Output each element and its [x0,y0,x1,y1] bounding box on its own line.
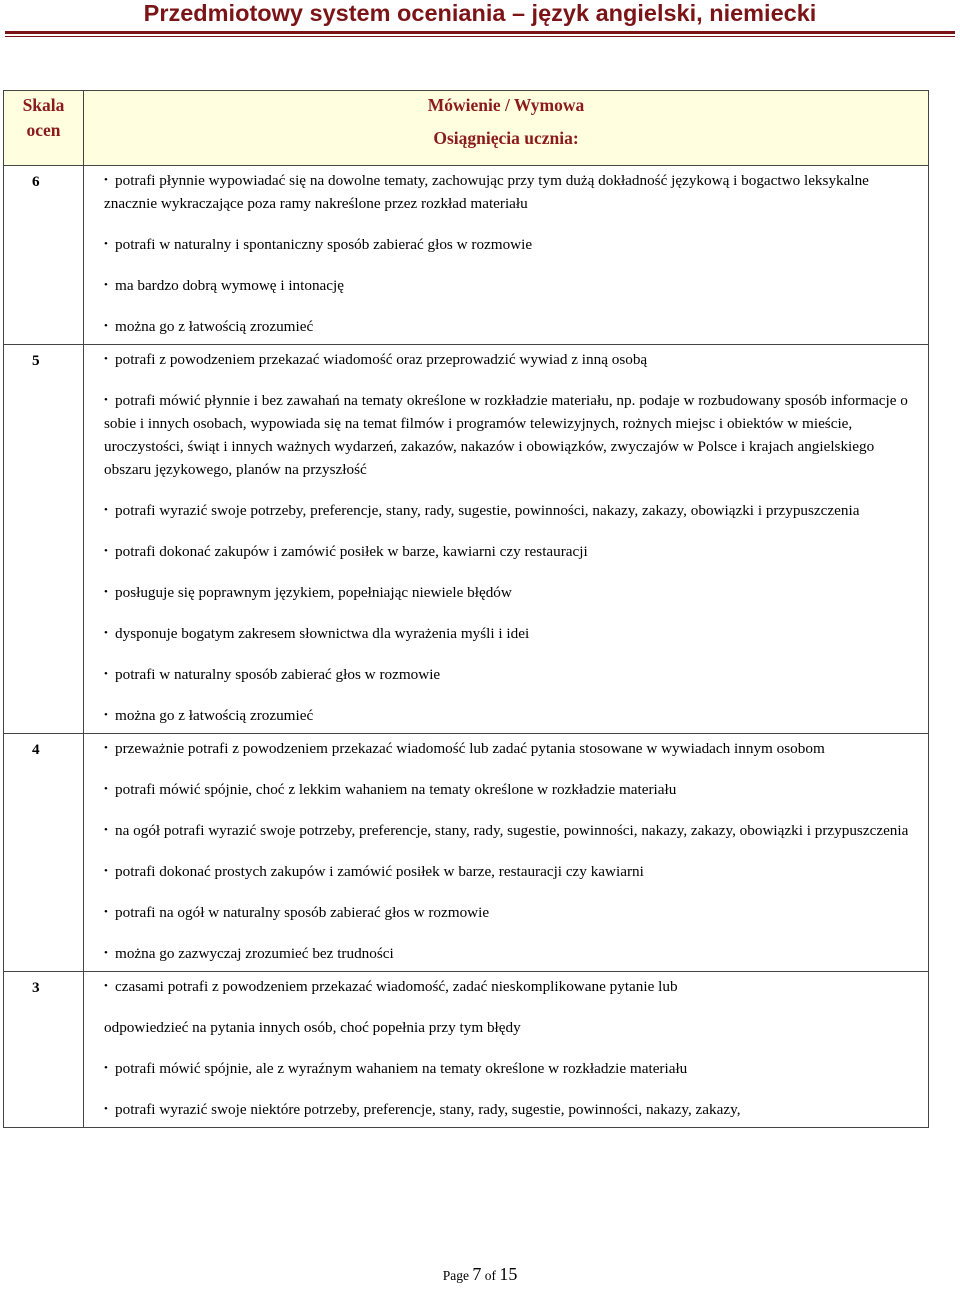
criteria-item [104,704,924,727]
criteria-text: odpowiedzieć na pytania innych osób, choć popełnia przy tym błędy [104,1019,521,1036]
table-header-row [4,91,929,166]
criteria-text: potrafi dokonać prostych zakupów i zamówić posiłek w barze, restauracji czy kawiarni [115,863,644,880]
section-subtitle: Osiągnięcia ucznia: [433,128,579,148]
criteria-text: potrafi wyrazić swoje niektóre potrzeby, preferencje, stany, rady, sugestie, powinności, nakazy, zakazy, [115,1101,741,1118]
document-header [0,0,960,40]
table-row [4,345,929,734]
table-row [4,166,929,345]
bullet-icon: • [104,906,108,918]
section-title: Mówienie / Wymowa [427,95,585,115]
criteria-text: czasami potrafi z powodzeniem przekazać wiadomość, zadać nieskomplikowane pytanie lub [115,978,678,995]
document-title: Przedmiotowy system oceniania – język angielski, niemiecki [143,0,817,26]
criteria-item [104,901,924,924]
criteria-list [104,169,924,338]
criteria-text: potrafi na ogół w naturalny sposób zabierać głos w rozmowie [115,904,490,921]
criteria-text: potrafi z powodzeniem przekazać wiadomość oraz przeprowadzić wywiad z inną osobą [115,351,648,368]
bullet-icon: • [104,545,108,557]
criteria-item [104,1098,924,1121]
bullet-icon: • [104,668,108,680]
criteria-item [104,169,924,215]
criteria-text: potrafi w naturalny sposób zabierać głos w rozmowie [115,666,441,683]
criteria-text: posługuje się poprawnym językiem, popełniając niewiele błędów [115,584,512,601]
scale-header-line-2: ocen [26,120,61,140]
criteria-item [104,663,924,686]
bullet-icon: • [104,394,108,406]
grade-value: 5 [4,345,84,734]
of-word: of [484,1268,496,1283]
criteria-text: potrafi dokonać zakupów i zamówić posiłek w barze, kawiarni czy restauracji [115,543,588,560]
criteria-item [104,778,924,801]
bullet-icon: • [104,1103,108,1115]
bullet-icon: • [104,980,108,992]
achievements-column-header [84,91,929,166]
criteria-item [104,233,924,256]
criteria-text: potrafi mówić płynnie i bez zawahań na tematy określone w rozkładzie materiału, np. podaje w rozbudowany sposób informacje o sobie i innych osobach, wypowiada się na temat filmów i programów telewizyjnych, rożnych miejsc i obiektów w mieście, uroczystości, świąt i innych ważnych wydarzeń, zakazów, nakazów i obowiązków, zwyczajów w Polsce i krajach angielskiego obszaru językowego, planów na przyszłość [104,392,908,478]
criteria-item [104,499,924,522]
criteria-text: przeważnie potrafi z powodzeniem przekazać wiadomość lub zadać pytania stosowane w wywiadach innym osobom [115,740,825,757]
bullet-icon: • [104,353,108,365]
criteria-item [104,315,924,338]
header-rule-thick [5,31,955,34]
page-number: 7 [472,1264,482,1284]
criteria-item [104,274,924,297]
criteria-item [104,389,924,481]
bullet-icon: • [104,783,108,795]
grading-table [3,90,929,1128]
criteria-item [104,1057,924,1080]
criteria-text: potrafi wyrazić swoje potrzeby, preferencje, stany, rady, sugestie, powinności, nakazy, zakazy, obowiązki i przypuszczenia [115,502,860,519]
grade-value: 6 [4,166,84,345]
criteria-cell [84,734,929,972]
criteria-text: potrafi płynnie wypowiadać się na dowolne tematy, zachowując przy tym dużą dokładność językową i bogactwo leksykalne znacznie wykraczające poza ramy nakreślone przez rozkład materiału [104,172,869,212]
criteria-text: potrafi w naturalny i spontaniczny sposób zabierać głos w rozmowie [115,236,533,253]
page-word: Page [442,1268,469,1283]
criteria-cell [84,345,929,734]
bullet-icon: • [104,279,108,291]
criteria-text: można go z łatwością zrozumieć [115,318,314,335]
criteria-item [104,942,924,965]
bullet-icon: • [104,627,108,639]
criteria-item [104,348,924,371]
criteria-item [104,860,924,883]
header-rule-thin [5,36,955,37]
criteria-text: na ogół potrafi wyrazić swoje potrzeby, preferencje, stany, rady, sugestie, powinności, nakazy, zakazy, obowiązki i przypuszczenia [115,822,909,839]
criteria-text: potrafi mówić spójnie, choć z lekkim wahaniem na tematy określone w rozkładzie materiału [115,781,677,798]
bullet-icon: • [104,709,108,721]
criteria-item [104,737,924,760]
bullet-icon: • [104,320,108,332]
table-row [4,972,929,1128]
criteria-list [104,348,924,727]
criteria-text: można go z łatwością zrozumieć [115,707,314,724]
bullet-icon: • [104,238,108,250]
criteria-text: można go zazwyczaj zrozumieć bez trudności [115,945,394,962]
bullet-icon: • [104,824,108,836]
criteria-item [104,540,924,563]
page-total: 15 [499,1264,518,1284]
criteria-item [104,975,924,998]
criteria-text: potrafi mówić spójnie, ale z wyraźnym wahaniem na tematy określone w rozkładzie materiału [115,1060,688,1077]
criteria-list [104,737,924,965]
criteria-item [104,581,924,604]
bullet-icon: • [104,174,108,186]
scale-column-header [4,91,84,166]
grade-value: 3 [4,972,84,1128]
criteria-item [104,1016,924,1039]
criteria-cell [84,972,929,1128]
bullet-icon: • [104,865,108,877]
grade-value: 4 [4,734,84,972]
bullet-icon: • [104,947,108,959]
bullet-icon: • [104,504,108,516]
page-footer [0,1264,960,1285]
bullet-icon: • [104,586,108,598]
criteria-cell [84,166,929,345]
table-row [4,734,929,972]
criteria-list [104,975,924,1121]
bullet-icon: • [104,1062,108,1074]
criteria-text: ma bardzo dobrą wymowę i intonację [115,277,344,294]
bullet-icon: • [104,742,108,754]
table-body [4,166,929,1128]
scale-header-line-1: Skala [22,95,65,115]
criteria-text: dysponuje bogatym zakresem słownictwa dla wyrażenia myśli i idei [115,625,530,642]
criteria-item [104,622,924,645]
criteria-item [104,819,924,842]
